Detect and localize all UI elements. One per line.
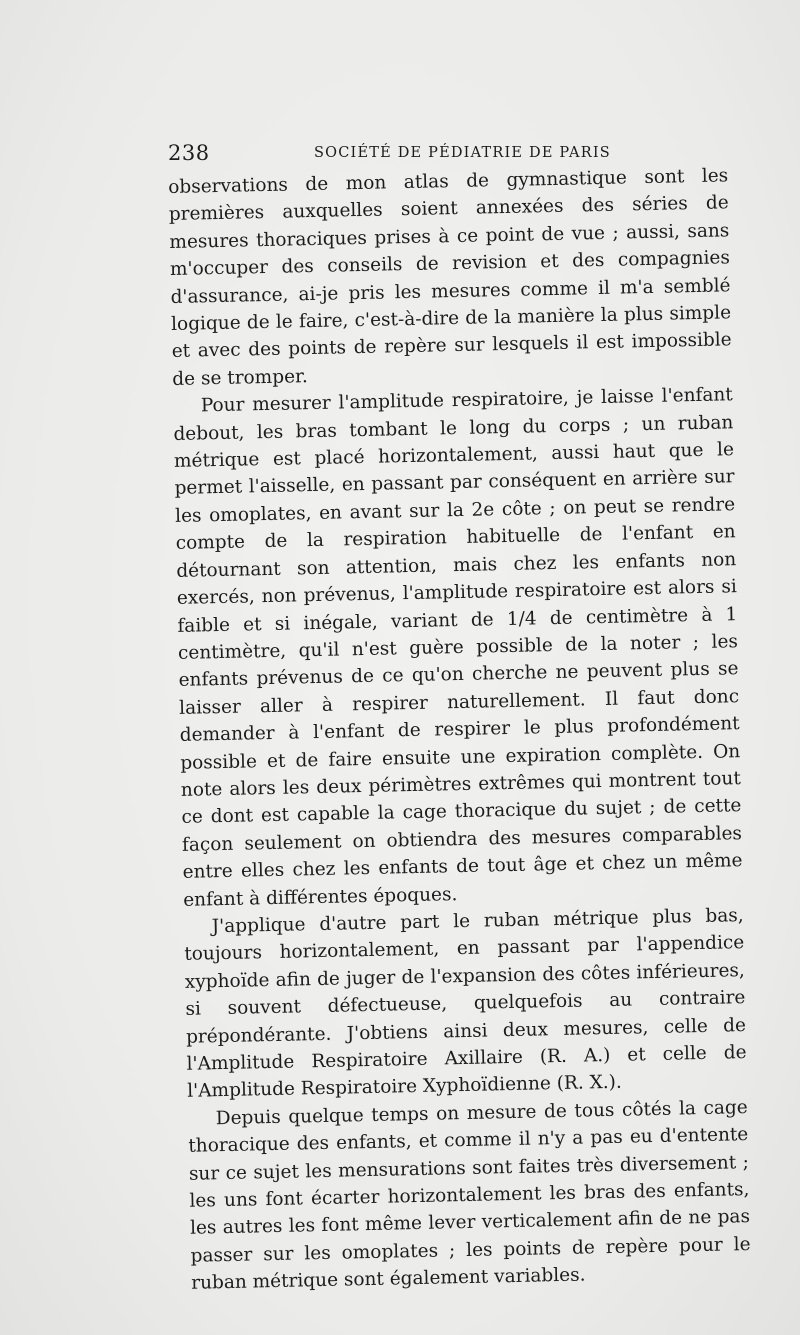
body-text — [168, 162, 751, 1297]
paragraph-amplitude-measurement: Pour mesurer l'amplitude respiratoire, je laisse l'enfant debout, les bras tombant le long du corps ; un ruban métrique est placé horizontalement, aussi haut que le permet l'aisselle, en passant par conséquent en arrière sur les omoplates, en avant sur la 2e côte ; on peut se rendre compte de la respiration habituelle de l'enfant en détournant son attention, mais chez les enfants non exercés, non prévenus, l'amplitude respiratoire est alors si faible et si inégale, variant de 1/4 de centimètre à 1 centimètre, qu'il n'est guère possible de la noter ; les enfants prévenus de ce qu'on cherche ne peuvent plus se laisser aller à respirer naturellement. Il faut donc demander à l'enfant de respirer le plus profondément possible et de faire ensuite une expiration complète. On note alors les deux périmètres extrêmes qui montrent tout ce dont est capable la cage thoracique du sujet ; de cette façon seulement on obtiendra des mesures comparables entre elles chez les enfants de tout âge et chez un même enfant à différentes époques. — [173, 384, 743, 911]
paragraph-xyphoid-measurement: J'applique d'autre part le ruban métrique plus bas, toujours horizontalement, en passant par l'appendice xyphoïde afin de juger de l'expansion des côtes inférieures, si souvent défectueuse, quelquefois au contraire prépondérante. J'obtiens ainsi deux mesures, celle de l'Amplitude Respiratoire Axillaire (R. A.) et celle de l'Amplitude Respiratoire Xyphoïdienne (R. X.). — [184, 905, 747, 1103]
running-title: SOCIÉTÉ DE PÉDIATRIE DE PARIS — [314, 145, 611, 161]
paragraph-measurement-methods: Depuis quelque temps on mesure de tous côtés la cage thoracique des enfants, et comme il n'y a pas eu d'entente sur ce sujet les mensurations sont faites très diversement ; les uns font écarter horizontalement les bras des enfants, les autres les font même lever verticalement afin de ne pas passer sur les omoplates ; les points de repère pour le ruban métrique sont également variables. — [188, 1096, 751, 1295]
paragraph-continuation: observations de mon atlas de gymnastique sont les premières auxquelles soient annexées des séries de mesures thoraciques prises à ce point de vue ; aussi, sans m'occuper des conseils de revision et des compagnies d'assurance, ai-je pris les mesures comme il m'a semblé logique de le faire, c'est-à-dire de la manière la plus simple et avec des points de repère sur lesquels il est impossible de se tromper. — [168, 165, 732, 390]
page-number: 238 — [168, 141, 210, 165]
